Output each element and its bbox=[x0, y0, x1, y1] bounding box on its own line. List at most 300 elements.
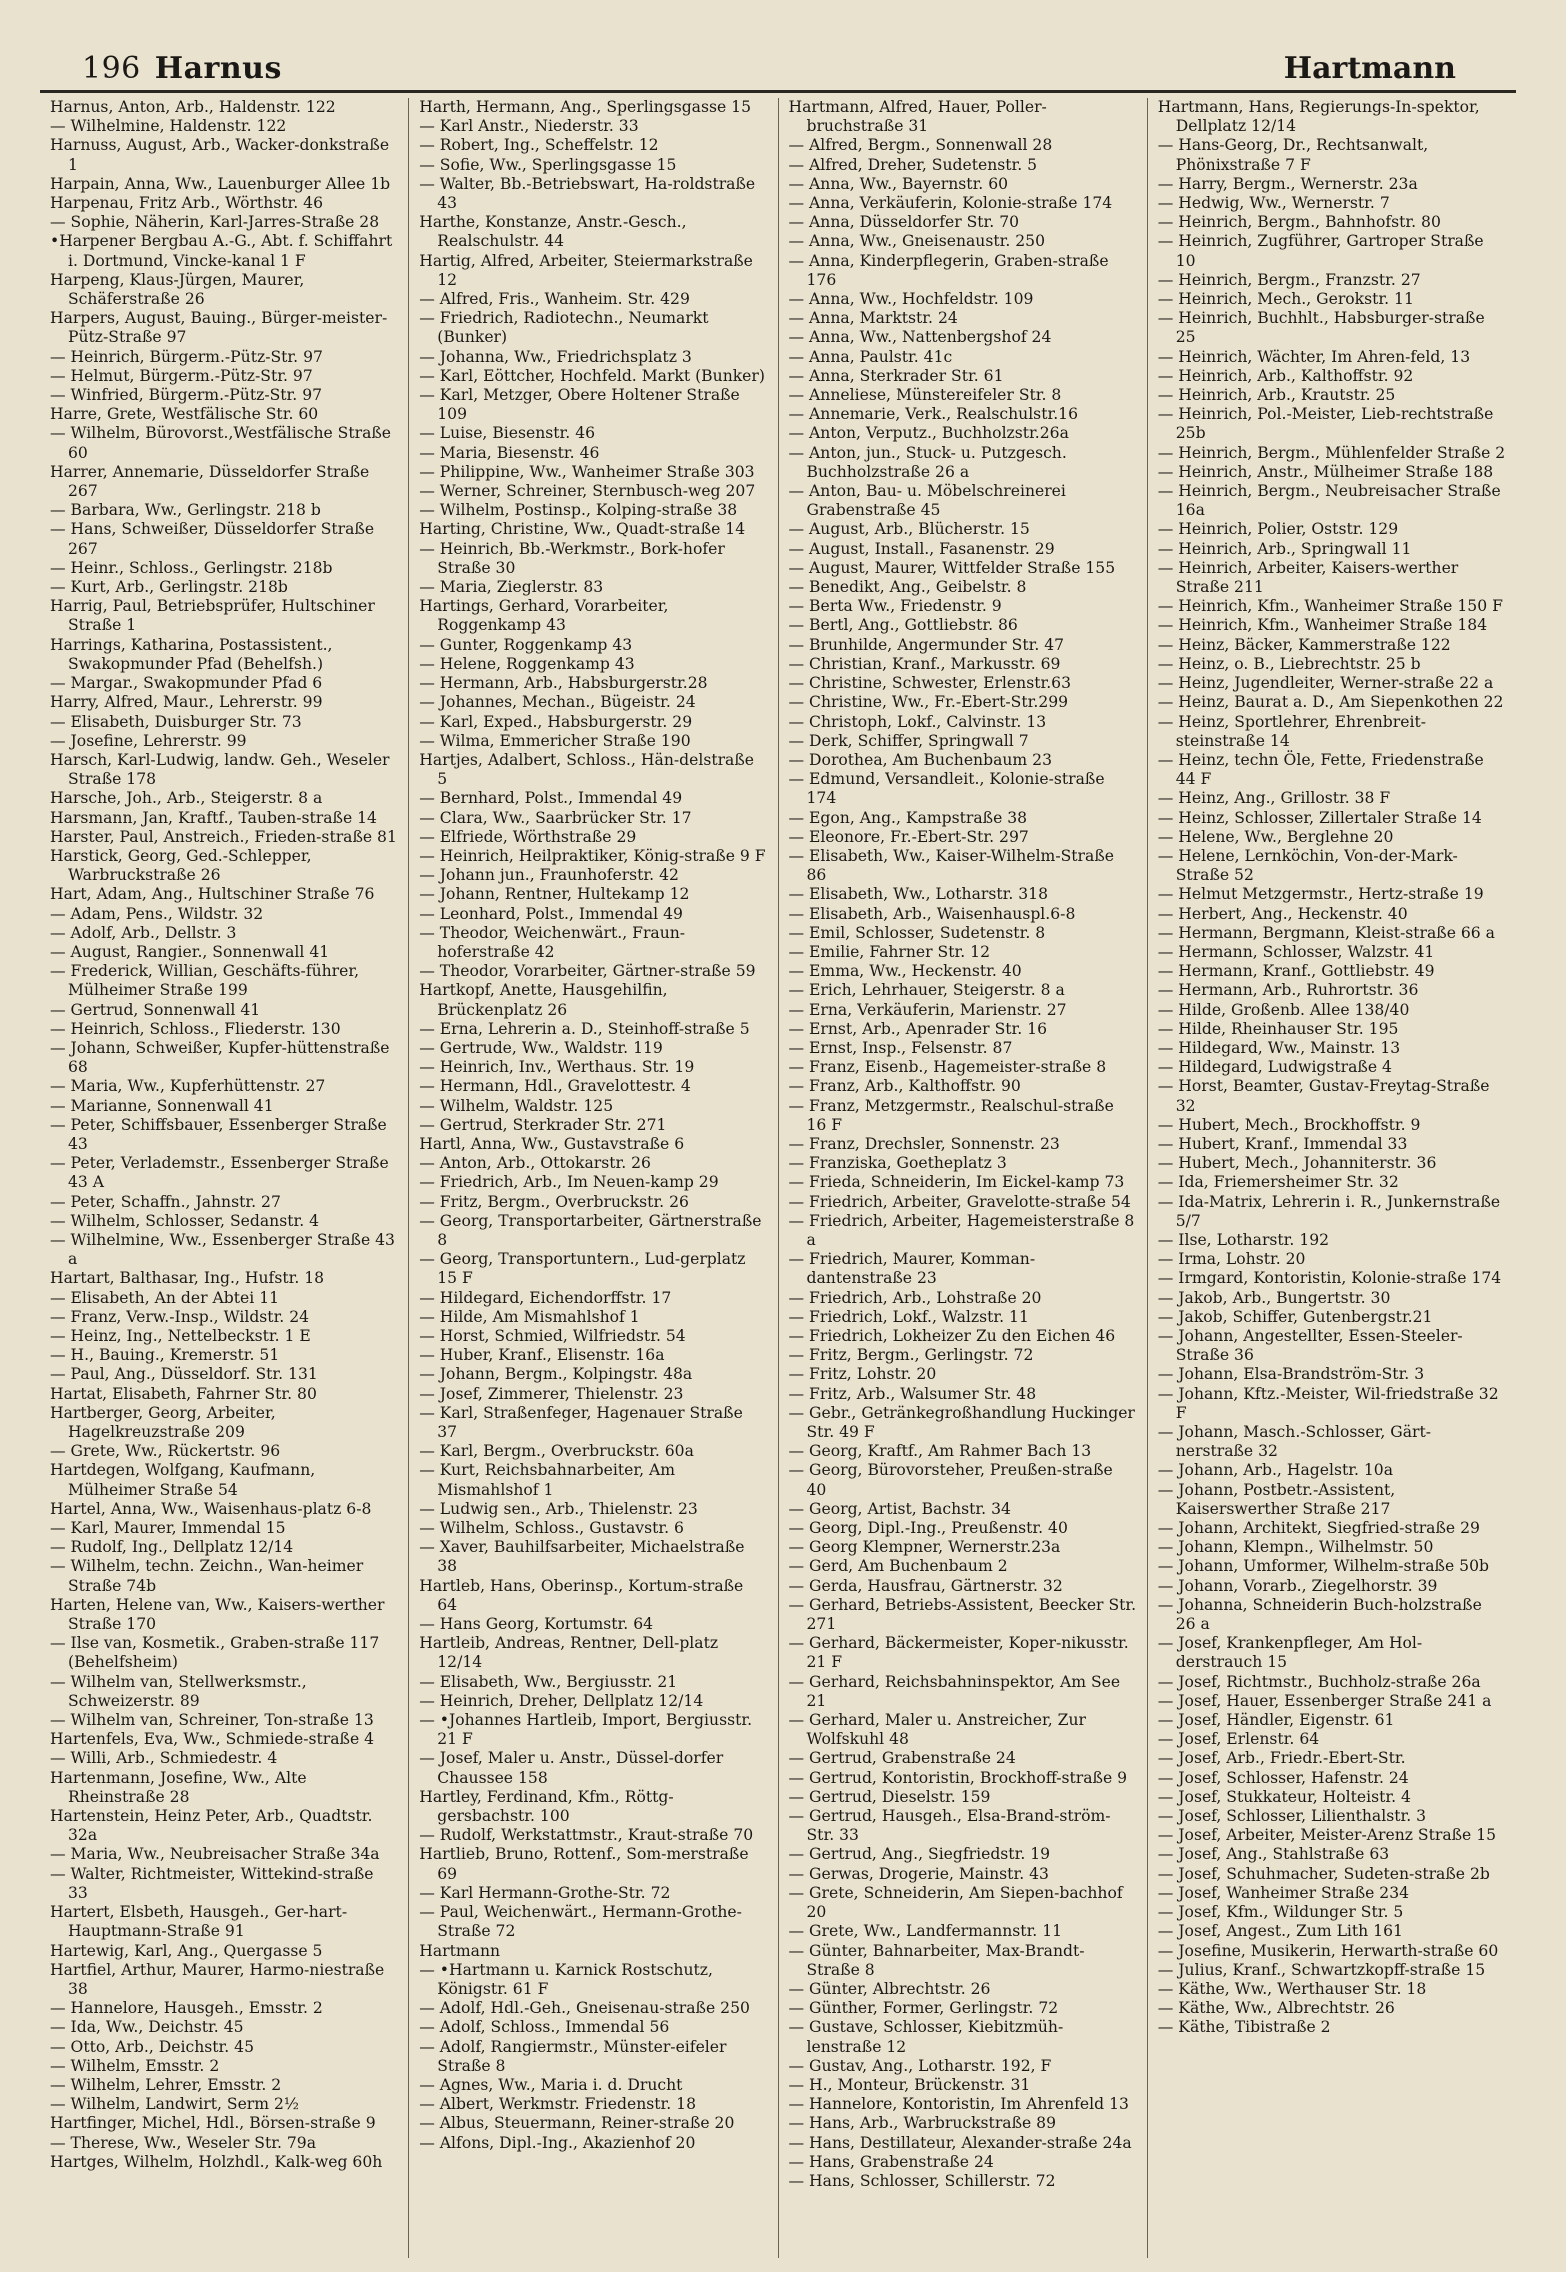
directory-entry: — Karl, Metzger, Obere Holtener Straße 109 bbox=[419, 386, 740, 424]
directory-entry: Harry, Alfred, Maur., Lehrerstr. 99 bbox=[50, 693, 323, 712]
directory-entry: — Julius, Kranf., Schwartzkopff-straße 15 bbox=[1157, 1960, 1486, 1979]
directory-entry: Hartjes, Adalbert, Schloss., Hän-delstraße 5 bbox=[419, 750, 754, 789]
directory-entry: — Georg, Bürovorsteher, Preußen-straße 40 bbox=[788, 1461, 1113, 1499]
directory-entry: Hartel, Anna, Ww., Waisenhaus-platz 6-8 bbox=[50, 1499, 372, 1518]
directory-entry: — August, Rangier., Sonnenwall 41 bbox=[50, 942, 330, 961]
directory-entry: — Anna, Ww., Gneisenaustr. 250 bbox=[788, 232, 1046, 251]
directory-entry: — Hildegard, Ludwigstraße 4 bbox=[1157, 1058, 1392, 1077]
directory-entry: — Erna, Verkäuferin, Marienstr. 27 bbox=[788, 1000, 1067, 1019]
directory-entry: — Georg, Transportarbeiter, Gärtnerstraße 8 bbox=[419, 1211, 762, 1249]
directory-entry: — Karl, Exped., Habsburgerstr. 29 bbox=[419, 712, 693, 731]
directory-entry: — Gebr., Getränkegroßhandlung Huckinger Str. 49 F bbox=[788, 1403, 1135, 1442]
directory-entry: — Friedrich, Arb., Lohstraße 20 bbox=[788, 1288, 1042, 1307]
directory-entry: Hartmann, Alfred, Hauer, Poller-bruchstraße 31 bbox=[788, 98, 1047, 136]
directory-entry: — Fritz, Bergm., Overbruckstr. 26 bbox=[419, 1192, 689, 1211]
directory-entry: — Heinz, Schlosser, Zillertaler Straße 14 bbox=[1157, 808, 1482, 827]
directory-entry: — Hubert, Mech., Johanniterstr. 36 bbox=[1157, 1154, 1437, 1173]
directory-entry: — Heinrich, Buchhlt., Habsburger-straße 25 bbox=[1157, 309, 1485, 347]
directory-entry: — Wilhelm, Schloss., Gustavstr. 6 bbox=[419, 1519, 684, 1538]
directory-entry: — Heinrich, Dreher, Dellplatz 12/14 bbox=[419, 1691, 704, 1710]
directory-entry: — Friedrich, Arbeiter, Gravelotte-straße 54 bbox=[788, 1192, 1131, 1211]
directory-entry: — Josef, Kfm., Wildunger Str. 5 bbox=[1157, 1903, 1404, 1922]
directory-entry: Hartkopf, Anette, Hausgehilfin, Brückenplatz 26 bbox=[419, 981, 668, 1019]
directory-entry: Hartig, Alfred, Arbeiter, Steiermarkstraße 12 bbox=[419, 251, 753, 289]
directory-entry: — Friedrich, Lokf., Walzstr. 11 bbox=[788, 1307, 1029, 1326]
directory-entry: — Peter, Schaffn., Jahnstr. 27 bbox=[50, 1192, 281, 1211]
directory-entry: — Gerd, Am Buchenbaum 2 bbox=[788, 1557, 1008, 1576]
directory-entry: — Georg, Transportuntern., Lud-gerplatz 15 F bbox=[419, 1250, 746, 1288]
directory-entry: — Helene, Ww., Berglehne 20 bbox=[1157, 827, 1394, 846]
directory-entry: — Johann jun., Fraunhoferstr. 42 bbox=[419, 866, 679, 885]
directory-entry: — Anneliese, Münstereifeler Str. 8 bbox=[788, 386, 1062, 405]
directory-entry: — Josef, Angest., Zum Lith 161 bbox=[1157, 1922, 1403, 1941]
directory-entry: — Wilhelm, Schlosser, Sedanstr. 4 bbox=[50, 1211, 320, 1230]
directory-entry: Harrings, Katharina, Postassistent., Swakopmunder Pfad (Behelfsh.) bbox=[50, 635, 333, 673]
directory-entry: — Heinrich, Bergm., Mühlenfelder Straße 2 bbox=[1157, 443, 1506, 462]
directory-entry: — Eleonore, Fr.-Ebert-Str. 297 bbox=[788, 827, 1029, 846]
directory-entry: — Heinz, Jugendleiter, Werner-straße 22 a bbox=[1157, 674, 1494, 693]
directory-entry: — Hans, Arb., Warbruckstraße 89 bbox=[788, 2114, 1057, 2133]
directory-entry: — Agnes, Ww., Maria i. d. Drucht bbox=[419, 2075, 683, 2094]
directory-entry: — Heinrich, Schloss., Fliederstr. 130 bbox=[50, 1019, 341, 1038]
directory-entry: — Heinz, Ing., Nettelbeckstr. 1 E bbox=[50, 1327, 311, 1345]
directory-entry: — Wilhelm, Landwirt, Serm 2½ bbox=[50, 2095, 300, 2114]
directory-entry: — Annemarie, Verk., Realschulstr.16 bbox=[788, 405, 1078, 424]
directory-entry: — Käthe, Ww., Werthauser Str. 18 bbox=[1157, 1979, 1427, 1998]
directory-entry: — Wilhelm, Emsstr. 2 bbox=[50, 2056, 220, 2075]
directory-entry: — Philippine, Ww., Wanheimer Straße 303 bbox=[419, 462, 755, 481]
directory-entry: — Anna, Ww., Nattenbergshof 24 bbox=[788, 328, 1052, 347]
directory-entry: — Elfriede, Wörthstraße 29 bbox=[419, 827, 637, 846]
directory-entry: — Josefine, Musikerin, Herwarth-straße 60 bbox=[1157, 1941, 1499, 1960]
directory-entry: Harten, Helene van, Ww., Kaisers-werther Straße 170 bbox=[50, 1595, 385, 1634]
directory-entry: — Christoph, Lokf., Calvinstr. 13 bbox=[788, 712, 1047, 731]
directory-entry: — Alfred, Fris., Wanheim. Str. 429 bbox=[419, 290, 690, 309]
directory-entry: — Albert, Werkmstr. Friedenstr. 18 bbox=[419, 2095, 696, 2114]
directory-entry: — Johann, Masch.-Schlosser, Gärt-nerstraße 32 bbox=[1157, 1423, 1432, 1461]
directory-entry: — Gustave, Schlosser, Kiebitzmüh-lenstraße 12 bbox=[788, 2018, 1064, 2056]
directory-entry: Hartberger, Georg, Arbeiter, Hagelkreuzstraße 209 bbox=[50, 1403, 276, 1442]
directory-entry: — Georg, Dipl.-Ing., Preußenstr. 40 bbox=[788, 1519, 1068, 1538]
directory-entry: — Alfons, Dipl.-Ing., Akazienhof 20 bbox=[419, 2133, 696, 2152]
directory-entry: — Margar., Swakopmunder Pfad 6 bbox=[50, 674, 323, 693]
directory-entry: — Franz, Arb., Kalthoffstr. 90 bbox=[788, 1077, 1021, 1096]
directory-entry: — Hermann, Bergmann, Kleist-straße 66 a bbox=[1157, 923, 1495, 942]
directory-entry: — Hildegard, Eichendorffstr. 17 bbox=[419, 1288, 672, 1307]
directory-entry: — Horst, Beamter, Gustav-Freytag-Straße 32 bbox=[1157, 1077, 1490, 1115]
directory-entry: — Hubert, Kranf., Immendal 33 bbox=[1157, 1134, 1408, 1153]
directory-entry: — Barbara, Ww., Gerlingstr. 218 b bbox=[50, 501, 321, 520]
directory-entry: — Josef, Erlenstr. 64 bbox=[1157, 1730, 1320, 1749]
directory-entry: — Dorothea, Am Buchenbaum 23 bbox=[788, 750, 1052, 769]
directory-entry: — Johann, Angestellter, Essen-Steeler-Straße 36 bbox=[1157, 1327, 1463, 1365]
directory-entry: — Heinrich, Bergm., Franzstr. 27 bbox=[1157, 270, 1421, 289]
directory-entry: Hartleib, Andreas, Rentner, Dell-platz 12/14 bbox=[419, 1634, 719, 1672]
directory-entry: Harpain, Anna, Ww., Lauenburger Allee 1b bbox=[50, 174, 391, 193]
directory-entry: — Grete, Ww., Rückertstr. 96 bbox=[50, 1442, 281, 1461]
directory-entry: — Hedwig, Ww., Wernerstr. 7 bbox=[1157, 194, 1390, 213]
directory-entry: — Alfred, Dreher, Sudetenstr. 5 bbox=[788, 155, 1038, 174]
directory-entry: — Johann, Architekt, Siegfried-straße 29 bbox=[1157, 1519, 1480, 1538]
directory-entry: — Josef, Wanheimer Straße 234 bbox=[1157, 1883, 1410, 1902]
directory-entry: — Wilhelmine, Haldenstr. 122 bbox=[50, 117, 287, 136]
directory-entry: — H., Bauing., Kremerstr. 51 bbox=[50, 1346, 280, 1365]
directory-entry: — Heinrich, Zugführer, Gartroper Straße 10 bbox=[1157, 232, 1484, 270]
directory-entry: — Heinrich, Arb., Krautstr. 25 bbox=[1157, 386, 1396, 405]
directory-entry: — Johann, Bergm., Kolpingstr. 48a bbox=[419, 1365, 693, 1384]
directory-entry: — Frieda, Schneiderin, Im Eickel-kamp 73 bbox=[788, 1173, 1125, 1192]
directory-entry: — Heinz, Ang., Grillostr. 38 F bbox=[1157, 789, 1391, 808]
directory-entry: — Huber, Kranf., Elisenstr. 16a bbox=[419, 1346, 665, 1365]
directory-entry: — Anton, Bau- u. Möbelschreinerei Grabenstraße 45 bbox=[788, 482, 1066, 520]
directory-entry: — Erich, Lehrhauer, Steigerstr. 8 a bbox=[788, 981, 1065, 1000]
directory-entry: — Josef, Richtmstr., Buchholz-straße 26a bbox=[1157, 1672, 1481, 1691]
directory-entry: Harthe, Konstanze, Anstr.-Gesch., Realschulstr. 44 bbox=[419, 213, 687, 251]
directory-entry: — Hilde, Großenb. Allee 138/40 bbox=[1157, 1000, 1410, 1019]
column-4 bbox=[1148, 98, 1516, 2258]
directory-entry: — Peter, Verlademstr., Essenberger Straße 43 A bbox=[50, 1154, 389, 1192]
directory-entry: — Josef, Zimmerer, Thielenstr. 23 bbox=[419, 1384, 684, 1403]
directory-entry: — Walter, Bb.-Betriebswart, Ha-roldstraße 43 bbox=[419, 174, 756, 213]
directory-entry: — Derk, Schiffer, Springwall 7 bbox=[788, 731, 1029, 750]
directory-entry: — Herbert, Ang., Heckenstr. 40 bbox=[1157, 904, 1408, 923]
directory-entry: — Therese, Ww., Weseler Str. 79a bbox=[50, 2133, 317, 2152]
directory-entry: — Christine, Ww., Fr.-Ebert-Str.299 bbox=[788, 693, 1069, 712]
directory-entry: — Hannelore, Hausgeh., Emsstr. 2 bbox=[50, 1999, 323, 2018]
directory-entry: Harre, Grete, Westfälische Str. 60 bbox=[50, 405, 319, 424]
directory-entry: — Ida, Friemersheimer Str. 32 bbox=[1157, 1173, 1399, 1192]
directory-entry: — Ida, Ww., Deichstr. 45 bbox=[50, 2018, 244, 2037]
directory-entry: — Wilhelm, Waldstr. 125 bbox=[419, 1096, 614, 1115]
directory-columns bbox=[40, 98, 1516, 2258]
directory-entry: — Karl, Maurer, Immendal 15 bbox=[50, 1519, 286, 1538]
directory-entry: — Fritz, Lohstr. 20 bbox=[788, 1365, 937, 1384]
directory-entry: — Heinrich, Pol.-Meister, Lieb-rechtstraße 25b bbox=[1157, 405, 1494, 443]
directory-entry: — Johann, Postbetr.-Assistent, Kaiserswerther Straße 217 bbox=[1157, 1480, 1396, 1518]
directory-entry: Harsche, Joh., Arb., Steigerstr. 8 a bbox=[50, 789, 323, 808]
directory-entry: — Anna, Kinderpflegerin, Graben-straße 176 bbox=[788, 251, 1109, 289]
directory-entry: — Karl, Straßenfeger, Hagenauer Straße 37 bbox=[419, 1403, 743, 1442]
directory-entry: — Georg, Kraftf., Am Rahmer Bach 13 bbox=[788, 1442, 1092, 1461]
directory-entry: — Hubert, Mech., Brockhoffstr. 9 bbox=[1157, 1115, 1421, 1134]
directory-entry: — Theodor, Weichenwärt., Fraun-hoferstraße 42 bbox=[419, 923, 686, 961]
directory-entry: — Elisabeth, Ww., Kaiser-Wilhelm-Straße 86 bbox=[788, 846, 1114, 885]
directory-entry: — Heinrich, Anstr., Mülheimer Straße 188 bbox=[1157, 462, 1494, 481]
directory-entry: — Josef, Schlosser, Lilienthalstr. 3 bbox=[1157, 1807, 1427, 1826]
directory-entry: — Grete, Ww., Landfermannstr. 11 bbox=[788, 1922, 1063, 1941]
page-header bbox=[40, 40, 1516, 93]
directory-entry: — Josef, Händler, Eigenstr. 61 bbox=[1157, 1711, 1395, 1730]
directory-entry: — Johanna, Ww., Friedrichsplatz 3 bbox=[419, 347, 692, 366]
directory-entry: — Heinrich, Arb., Springwall 11 bbox=[1157, 539, 1412, 558]
directory-entry: — Hans, Schweißer, Düsseldorfer Straße 267 bbox=[50, 520, 375, 558]
directory-entry: — Franz, Eisenb., Hagemeister-straße 8 bbox=[788, 1058, 1107, 1077]
directory-entry: Hartewig, Karl, Ang., Quergasse 5 bbox=[50, 1941, 323, 1960]
directory-entry: — Hannelore, Kontoristin, Im Ahrenfeld 13 bbox=[788, 2095, 1129, 2114]
directory-entry: — Heinz, Baurat a. D., Am Siepenkothen 22 bbox=[1157, 693, 1504, 712]
directory-entry: — Albus, Steuermann, Reiner-straße 20 bbox=[419, 2114, 735, 2133]
directory-entry: — Helene, Lernköchin, Von-der-Mark-Straße 52 bbox=[1157, 846, 1458, 885]
directory-entry: — Irmgard, Kontoristin, Kolonie-straße 174 bbox=[1157, 1269, 1502, 1288]
directory-entry: Harstick, Georg, Ged.-Schlepper, Warbruckstraße 26 bbox=[50, 846, 312, 885]
directory-entry: — Helmut, Bürgerm.-Pütz-Str. 97 bbox=[50, 366, 313, 385]
directory-entry: — Rudolf, Werkstattmstr., Kraut-straße 70 bbox=[419, 1826, 754, 1845]
directory-entry: — Jakob, Schiffer, Gutenbergstr.21 bbox=[1157, 1307, 1433, 1326]
directory-entry: Harsmann, Jan, Kraftf., Tauben-straße 14 bbox=[50, 808, 377, 827]
directory-entry: — Helmut Metzgermstr., Hertz-straße 19 bbox=[1157, 885, 1484, 904]
directory-entry: — Heinrich, Polier, Oststr. 129 bbox=[1157, 520, 1399, 539]
directory-entry: — Ilse, Lotharstr. 192 bbox=[1157, 1230, 1330, 1249]
directory-entry: — Gerhard, Reichsbahninspektor, Am See 21 bbox=[788, 1672, 1121, 1710]
directory-entry: — Elisabeth, Arb., Waisenhauspl.6-8 bbox=[788, 904, 1076, 923]
directory-entry: — Georg Klempner, Wernerstr.23a bbox=[788, 1538, 1061, 1557]
directory-entry: — Friedrich, Maurer, Komman-dantenstraße 23 bbox=[788, 1250, 1036, 1288]
directory-entry: — Hans, Destillateur, Alexander-straße 24a bbox=[788, 2133, 1132, 2152]
directory-entry: — Heinrich, Bb.-Werkmstr., Bork-hofer Straße 30 bbox=[419, 539, 725, 577]
directory-entry: — Anna, Verkäuferin, Kolonie-straße 174 bbox=[788, 194, 1113, 213]
directory-entry: — Karl Anstr., Niederstr. 33 bbox=[419, 117, 639, 136]
directory-entry: — Johann, Kftz.-Meister, Wil-friedstraße 32 F bbox=[1157, 1384, 1499, 1422]
directory-entry: Hartat, Elisabeth, Fahrner Str. 80 bbox=[50, 1384, 317, 1403]
column-2 bbox=[409, 98, 778, 2258]
directory-entry: — Ilse van, Kosmetik., Graben-straße 117 (Behelfsheim) bbox=[50, 1634, 380, 1672]
directory-entry: — Egon, Ang., Kampstraße 38 bbox=[788, 808, 1028, 827]
directory-entry: — Heinz, Sportlehrer, Ehrenbreit-steinstraße 14 bbox=[1157, 712, 1426, 750]
directory-entry: — Adolf, Arb., Dellstr. 3 bbox=[50, 923, 237, 942]
directory-entry: — Friedrich, Lokheizer Zu den Eichen 46 bbox=[788, 1327, 1116, 1345]
directory-entry: Harrig, Paul, Betriebsprüfer, Hultschiner Straße 1 bbox=[50, 597, 375, 635]
directory-entry: — Hermann, Hdl., Gravelottestr. 4 bbox=[419, 1077, 691, 1096]
directory-entry: — Josef, Krankenpfleger, Am Hol-derstrauch 15 bbox=[1157, 1634, 1423, 1672]
directory-entry: — Hans Georg, Kortumstr. 64 bbox=[419, 1615, 654, 1634]
directory-entry: — Adam, Pens., Wildstr. 32 bbox=[50, 904, 264, 923]
directory-entry: — Heinrich, Wächter, Im Ahren-feld, 13 bbox=[1157, 347, 1471, 366]
directory-entry: — Hildegard, Ww., Mainstr. 13 bbox=[1157, 1038, 1401, 1057]
directory-entry: — Werner, Schreiner, Sternbusch-weg 207 bbox=[419, 482, 756, 501]
directory-entry: — Heinz, o. B., Liebrechtstr. 25 b bbox=[1157, 654, 1421, 673]
directory-entry: — Christine, Schwester, Erlenstr.63 bbox=[788, 674, 1071, 693]
directory-entry: •Harpener Bergbau A.-G., Abt. f. Schiffahrt i. Dortmund, Vincke-kanal 1 F bbox=[50, 232, 393, 270]
directory-entry: — Heinr., Schloss., Gerlingstr. 218b bbox=[50, 558, 333, 577]
directory-entry: — Heinrich, Arbeiter, Kaisers-werther Straße 211 bbox=[1157, 558, 1459, 597]
directory-entry: — Gertrude, Ww., Waldstr. 119 bbox=[419, 1038, 663, 1057]
directory-entry: — Josef, Schuhmacher, Sudeten-straße 2b bbox=[1157, 1864, 1490, 1883]
directory-entry: — Hans-Georg, Dr., Rechtsanwalt, Phönixstraße 7 F bbox=[1157, 136, 1429, 174]
directory-entry: — Sofie, Ww., Sperlingsgasse 15 bbox=[419, 155, 677, 174]
directory-entry: Hartenfels, Eva, Ww., Schmiede-straße 4 bbox=[50, 1730, 375, 1749]
directory-entry: Harpeng, Klaus-Jürgen, Maurer, Schäferstraße 26 bbox=[50, 270, 305, 309]
directory-entry: — H., Monteur, Brückenstr. 31 bbox=[788, 2075, 1031, 2094]
directory-entry: — Johann, Umformer, Wilhelm-straße 50b bbox=[1157, 1557, 1489, 1576]
directory-entry: — Anna, Sterkrader Str. 61 bbox=[788, 366, 1004, 385]
directory-entry: — Fritz, Arb., Walsumer Str. 48 bbox=[788, 1384, 1037, 1403]
directory-entry: — Wilhelm, Postinsp., Kolping-straße 38 bbox=[419, 501, 738, 520]
directory-entry: Harting, Christine, Ww., Quadt-straße 14 bbox=[419, 520, 746, 539]
directory-entry: — Emma, Ww., Heckenstr. 40 bbox=[788, 962, 1022, 981]
directory-entry: — Clara, Ww., Saarbrücker Str. 17 bbox=[419, 808, 692, 827]
directory-entry: — Josef, Stukkateur, Holteistr. 4 bbox=[1157, 1787, 1411, 1806]
directory-entry: — Wilhelm, Bürovorst.,Westfälische Straße 60 bbox=[50, 424, 392, 462]
directory-entry: — Harry, Bergm., Wernerstr. 23a bbox=[1157, 174, 1418, 193]
directory-entry: — Marianne, Sonnenwall 41 bbox=[50, 1096, 274, 1115]
directory-entry: — Bertl, Ang., Gottliebstr. 86 bbox=[788, 616, 1018, 635]
directory-entry: — Wilhelm, techn. Zeichn., Wan-heimer Straße 74b bbox=[50, 1557, 364, 1595]
directory-entry: — Kurt, Reichsbahnarbeiter, Am Mismahlshof 1 bbox=[419, 1461, 676, 1499]
directory-entry: Hartl, Anna, Ww., Gustavstraße 6 bbox=[419, 1134, 685, 1153]
directory-entry: — Franz, Drechsler, Sonnenstr. 23 bbox=[788, 1134, 1060, 1153]
directory-entry: — Adolf, Rangiermstr., Münster-eifeler Straße 8 bbox=[419, 2037, 727, 2075]
directory-entry: — Johann, Rentner, Hultekamp 12 bbox=[419, 885, 690, 904]
directory-entry: — Günter, Albrechtstr. 26 bbox=[788, 1979, 991, 1998]
directory-entry: — Friedrich, Arbeiter, Hagemeisterstraße 8 a bbox=[788, 1211, 1135, 1249]
directory-entry: — Heinrich, Bürgerm.-Pütz-Str. 97 bbox=[50, 347, 323, 366]
directory-entry: — Christian, Kranf., Markusstr. 69 bbox=[788, 654, 1061, 673]
directory-entry: — Josef, Schlosser, Hafenstr. 24 bbox=[1157, 1768, 1409, 1787]
directory-entry: — Erna, Lehrerin a. D., Steinhoff-straße 5 bbox=[419, 1019, 750, 1038]
directory-entry: — Theodor, Vorarbeiter, Gärtner-straße 59 bbox=[419, 962, 756, 981]
directory-entry: — Sophie, Näherin, Karl-Jarres-Straße 28 bbox=[50, 213, 380, 232]
directory-entry: — Heinz, Bäcker, Kammerstraße 122 bbox=[1157, 635, 1451, 654]
directory-entry: — Georg, Artist, Bachstr. 34 bbox=[788, 1499, 1011, 1518]
directory-entry: — Maria, Biesenstr. 46 bbox=[419, 443, 600, 462]
directory-entry: — Elisabeth, Duisburger Str. 73 bbox=[50, 712, 302, 731]
directory-entry: — Winfried, Bürgerm.-Pütz-Str. 97 bbox=[50, 386, 323, 405]
directory-entry: — Anton, Verputz., Buchholzstr.26a bbox=[788, 424, 1069, 443]
directory-entry: Hartmann bbox=[419, 1941, 501, 1960]
directory-entry: — Wilhelmine, Ww., Essenberger Straße 43 a bbox=[50, 1230, 395, 1269]
directory-entry: — Käthe, Ww., Albrechtstr. 26 bbox=[1157, 1999, 1395, 2018]
directory-entry: — Gerhard, Maler u. Anstreicher, Zur Wolfskuhl 48 bbox=[788, 1711, 1086, 1749]
directory-entry: — Anna, Marktstr. 24 bbox=[788, 309, 958, 328]
directory-entry: — Johanna, Schneiderin Buch-holzstraße 26 a bbox=[1157, 1595, 1482, 1634]
directory-entry: — Josef, Arbeiter, Meister-Arenz Straße 15 bbox=[1157, 1826, 1497, 1845]
directory-entry: — Johannes, Mechan., Bügeistr. 24 bbox=[419, 693, 696, 712]
page-number: 196 bbox=[82, 51, 141, 86]
directory-entry: — Heinz, techn Öle, Fette, Friedenstraße 44 F bbox=[1157, 750, 1484, 789]
directory-entry: — Peter, Schiffsbauer, Essenberger Straße 43 bbox=[50, 1115, 387, 1153]
directory-entry: — Maria, Zieglerstr. 83 bbox=[419, 578, 604, 597]
directory-entry: — Gerhard, Bäckermeister, Koper-nikusstr. 21 F bbox=[788, 1634, 1129, 1672]
column-1 bbox=[40, 98, 409, 2258]
directory-entry: — Friedrich, Arb., Im Neuen-kamp 29 bbox=[419, 1173, 719, 1192]
directory-entry: — Gerda, Hausfrau, Gärtnerstr. 32 bbox=[788, 1576, 1063, 1595]
directory-entry: — Jakob, Arb., Bungertstr. 30 bbox=[1157, 1288, 1391, 1307]
directory-entry: Hartenstein, Heinz Peter, Arb., Quadtstr. 32a bbox=[50, 1807, 373, 1845]
directory-entry: — Benedikt, Ang., Geibelstr. 8 bbox=[788, 578, 1027, 597]
directory-entry: Hartmann, Hans, Regierungs-In-spektor, Dellplatz 12/14 bbox=[1157, 98, 1480, 136]
directory-entry: — Willi, Arb., Schmiedestr. 4 bbox=[50, 1749, 278, 1768]
directory-entry: — Hilde, Rheinhauser Str. 195 bbox=[1157, 1019, 1399, 1038]
directory-entry: — Irma, Lohstr. 20 bbox=[1157, 1250, 1306, 1269]
directory-entry: — Hermann, Arb., Ruhrortstr. 36 bbox=[1157, 981, 1419, 1000]
directory-entry: — Alfred, Bergm., Sonnenwall 28 bbox=[788, 136, 1053, 155]
directory-entry: — Hermann, Arb., Habsburgerstr.28 bbox=[419, 674, 708, 693]
directory-entry: — Johann, Klempn., Wilhelmstr. 50 bbox=[1157, 1538, 1434, 1557]
directory-entry: — Emilie, Fahrner Str. 12 bbox=[788, 942, 991, 961]
directory-entry: — Käthe, Tibistraße 2 bbox=[1157, 2018, 1331, 2037]
directory-entry: — Heinrich, Kfm., Wanheimer Straße 150 F bbox=[1157, 597, 1503, 616]
header-left-word: Harnus bbox=[154, 51, 282, 86]
directory-entry: Harster, Paul, Anstreich., Frieden-straße 81 bbox=[50, 827, 397, 846]
directory-entry: — Heinrich, Heilpraktiker, König-straße 9 F bbox=[419, 846, 766, 865]
directory-entry: — Elisabeth, Ww., Bergiusstr. 21 bbox=[419, 1672, 678, 1691]
directory-entry: — Gertrud, Hausgeh., Elsa-Brand-ström-Str. 33 bbox=[788, 1807, 1111, 1845]
directory-entry: — Karl, Eöttcher, Hochfeld. Markt (Bunker) bbox=[419, 366, 765, 385]
directory-entry: — Ernst, Insp., Felsenstr. 87 bbox=[788, 1038, 1013, 1057]
directory-entry: — Hilde, Am Mismahlshof 1 bbox=[419, 1307, 640, 1326]
directory-entry: — Gertrud, Sonnenwall 41 bbox=[50, 1000, 261, 1019]
directory-entry: — Johann, Elsa-Brandström-Str. 3 bbox=[1157, 1365, 1425, 1384]
directory-entry: Hartley, Ferdinand, Kfm., Röttg-gersbachstr. 100 bbox=[419, 1787, 674, 1826]
directory-entry: — Heinrich, Kfm., Wanheimer Straße 184 bbox=[1157, 616, 1488, 635]
directory-entry: — Maria, Ww., Kupferhüttenstr. 27 bbox=[50, 1077, 326, 1096]
directory-entry: — •Hartmann u. Karnick Rostschutz, Königstr. 61 F bbox=[419, 1960, 713, 1998]
directory-entry: — Ernst, Arb., Apenrader Str. 16 bbox=[788, 1019, 1048, 1038]
directory-entry: — Luise, Biesenstr. 46 bbox=[419, 424, 596, 443]
directory-entry: — Hans, Schlosser, Schillerstr. 72 bbox=[788, 2171, 1056, 2190]
directory-entry: — Edmund, Versandleit., Kolonie-straße 174 bbox=[788, 770, 1105, 808]
directory-entry: — Josefine, Lehrerstr. 99 bbox=[50, 731, 247, 750]
directory-entry: — Robert, Ing., Scheffelstr. 12 bbox=[419, 136, 659, 155]
directory-entry: — Anton, Arb., Ottokarstr. 26 bbox=[419, 1154, 651, 1173]
directory-entry: — Hermann, Kranf., Gottliebstr. 49 bbox=[1157, 962, 1435, 981]
directory-entry: Hartert, Elsbeth, Hausgeh., Ger-hart-Hauptmann-Straße 91 bbox=[50, 1903, 348, 1941]
directory-entry: Hartlieb, Bruno, Rottenf., Som-merstraße 69 bbox=[419, 1845, 749, 1883]
directory-entry: — Grete, Schneiderin, Am Siepen-bachhof 20 bbox=[788, 1883, 1123, 1922]
directory-entry: Hartges, Wilhelm, Holzhdl., Kalk-weg 60h bbox=[50, 2152, 383, 2171]
directory-entry: — Gustav, Ang., Lotharstr. 192, F bbox=[788, 2056, 1052, 2075]
directory-entry: Harth, Hermann, Ang., Sperlingsgasse 15 bbox=[419, 98, 752, 116]
directory-entry: — Anton, jun., Stuck- u. Putzgesch. Buchholzstraße 26 a bbox=[788, 443, 1067, 481]
directory-entry: — Horst, Schmied, Wilfriedstr. 54 bbox=[419, 1327, 686, 1345]
directory-entry: — Ida-Matrix, Lehrerin i. R., Junkernstraße 5/7 bbox=[1157, 1192, 1501, 1230]
directory-entry: — Josef, Arb., Friedr.-Ebert-Str. bbox=[1157, 1749, 1406, 1768]
directory-entry: — Wilhelm, Lehrer, Emsstr. 2 bbox=[50, 2075, 282, 2094]
directory-entry: — Leonhard, Polst., Immendal 49 bbox=[419, 904, 683, 923]
directory-entry: — Heinrich, Mech., Gerokstr. 11 bbox=[1157, 290, 1414, 309]
directory-entry: — Brunhilde, Angermunder Str. 47 bbox=[788, 635, 1065, 654]
directory-entry: — Ludwig sen., Arb., Thielenstr. 23 bbox=[419, 1499, 698, 1518]
directory-entry: Harsch, Karl-Ludwig, landw. Geh., Weseler Straße 178 bbox=[50, 750, 390, 789]
directory-entry: Hartenmann, Josefine, Ww., Alte Rheinstraße 28 bbox=[50, 1768, 307, 1806]
directory-entry: — Berta Ww., Friedenstr. 9 bbox=[788, 597, 1002, 616]
directory-entry: Hart, Adam, Ang., Hultschiner Straße 76 bbox=[50, 885, 375, 904]
directory-entry: — Johann, Schweißer, Kupfer-hüttenstraße 68 bbox=[50, 1038, 390, 1077]
directory-entry: — Elisabeth, Ww., Lotharstr. 318 bbox=[788, 885, 1049, 904]
directory-entry: — Walter, Richtmeister, Wittekind-straße 33 bbox=[50, 1864, 374, 1902]
directory-entry: Hartdegen, Wolfgang, Kaufmann, Mülheimer Straße 54 bbox=[50, 1461, 316, 1499]
directory-entry: — Kurt, Arb., Gerlingstr. 218b bbox=[50, 578, 288, 597]
directory-entry: — Gertrud, Ang., Siegfriedstr. 19 bbox=[788, 1845, 1051, 1864]
directory-entry: — Günther, Former, Gerlingstr. 72 bbox=[788, 1999, 1059, 2018]
directory-entry: — Friedrich, Radiotechn., Neumarkt (Bunker) bbox=[419, 309, 709, 347]
directory-entry: — Karl, Bergm., Overbruckstr. 60a bbox=[419, 1442, 694, 1461]
directory-entry: Hartleb, Hans, Oberinsp., Kortum-straße 64 bbox=[419, 1576, 744, 1614]
directory-entry: — Emil, Schlosser, Sudetenstr. 8 bbox=[788, 923, 1046, 942]
directory-entry: — Paul, Weichenwärt., Hermann-Grothe-Straße 72 bbox=[419, 1903, 742, 1941]
directory-entry: — Gertrud, Grabenstraße 24 bbox=[788, 1749, 1016, 1768]
directory-entry: Harrer, Annemarie, Düsseldorfer Straße 267 bbox=[50, 462, 370, 501]
directory-entry: — Gunter, Roggenkamp 43 bbox=[419, 635, 633, 654]
directory-entry: — Elisabeth, An der Abtei 11 bbox=[50, 1288, 280, 1307]
directory-entry: Hartfiel, Arthur, Maurer, Harmo-niestraße 38 bbox=[50, 1960, 385, 1998]
directory-entry: — Anna, Düsseldorfer Str. 70 bbox=[788, 213, 1020, 232]
directory-entry: Harpers, August, Bauing., Bürger-meister-Pütz-Straße 97 bbox=[50, 309, 388, 347]
directory-entry: — Anna, Ww., Bayernstr. 60 bbox=[788, 174, 1009, 193]
directory-entry: — Gerhard, Betriebs-Assistent, Beecker Str. 271 bbox=[788, 1595, 1137, 1634]
directory-entry: — Heinrich, Bergm., Neubreisacher Straße 16a bbox=[1157, 482, 1501, 520]
column-3 bbox=[779, 98, 1148, 2258]
